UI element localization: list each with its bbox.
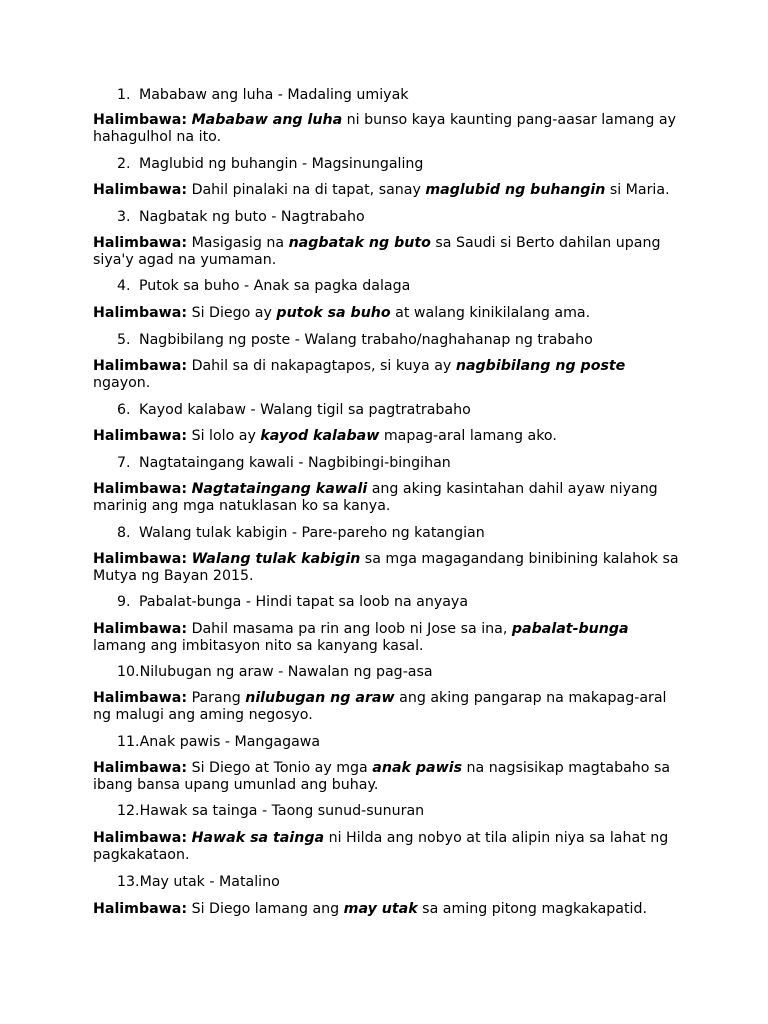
idiom-text: kayod kalabaw xyxy=(260,428,380,444)
example-paragraph: Halimbawa: Si Diego lamang ang may utak sa aming pitong magkakapatid. xyxy=(93,901,647,917)
list-item xyxy=(117,402,471,419)
idiom-text: Nagtataingang kawali xyxy=(191,481,368,497)
idiom-text: maglubid ng buhangin xyxy=(425,182,606,198)
item-text: Mababaw ang luha - Madaling umiyak xyxy=(139,87,409,103)
example-label: Halimbawa: xyxy=(93,621,188,637)
example-label: Halimbawa: xyxy=(93,901,188,917)
example-label: Halimbawa: xyxy=(93,760,188,776)
idiom-text: nagbibilang ng poste xyxy=(455,358,626,374)
example-paragraph: Halimbawa: Si lolo ay kayod kalabaw mapag-aral lamang ako. xyxy=(93,428,557,444)
example-paragraph: Halimbawa: Si Diego ay putok sa buho at walang kinikilalang ama. xyxy=(93,305,591,321)
example-paragraph: Halimbawa: Masigasig na nagbatak ng buto sa Saudi si Berto dahilan upang siya'y agad na yumaman. xyxy=(93,235,661,268)
list-item xyxy=(117,664,433,681)
list-item xyxy=(117,594,468,611)
example-label: Halimbawa: xyxy=(93,235,188,251)
list-item xyxy=(117,156,423,173)
example-paragraph: Halimbawa: Hawak sa tainga ni Hilda ang nobyo at tila alipin niya sa lahat ng pagkakataon. xyxy=(93,830,669,863)
item-number: 3. xyxy=(117,209,131,225)
example-label: Halimbawa: xyxy=(93,830,188,846)
idiom-text: Mababaw ang luha xyxy=(191,112,343,128)
list-item xyxy=(117,803,424,820)
list-item xyxy=(117,525,485,542)
idiom-text: Hawak sa tainga xyxy=(191,830,325,846)
idiom-text: anak pawis xyxy=(372,760,463,776)
example-paragraph: Halimbawa: Dahil pinalaki na di tapat, sanay maglubid ng buhangin si Maria. xyxy=(93,182,670,198)
example-paragraph: Halimbawa: Si Diego at Tonio ay mga anak pawis na nagsisikap magtabaho sa ibang bansa upang umunlad ang buhay. xyxy=(93,760,671,793)
item-number: 7. xyxy=(117,455,131,471)
idiom-text: nagbatak ng buto xyxy=(288,235,431,251)
example-label: Halimbawa: xyxy=(93,305,188,321)
item-number: 5. xyxy=(117,332,131,348)
item-number: 1. xyxy=(117,87,131,103)
item-text: Kayod kalabaw - Walang tigil sa pagtratrabaho xyxy=(139,402,471,418)
example-paragraph: Halimbawa: Mababaw ang luha ni bunso kaya kaunting pang-aasar lamang ay hahagulhol na ito. xyxy=(93,112,676,145)
item-number: 11. xyxy=(117,734,140,750)
item-text: Anak pawis - Mangagawa xyxy=(139,734,321,750)
list-item xyxy=(117,332,593,349)
idiom-text: nilubugan ng araw xyxy=(245,690,395,706)
example-label: Halimbawa: xyxy=(93,112,188,128)
item-text: Nilubugan ng araw - Nawalan ng pag-asa xyxy=(139,664,433,680)
example-label: Halimbawa: xyxy=(93,481,188,497)
item-text: Pabalat-bunga - Hindi tapat sa loob na anyaya xyxy=(139,594,469,610)
idiom-text: Walang tulak kabigin xyxy=(191,551,361,567)
item-number: 12. xyxy=(117,803,140,819)
idiom-text: may utak xyxy=(343,901,418,917)
list-item xyxy=(117,87,409,104)
example-label: Halimbawa: xyxy=(93,690,188,706)
idiom-text: pabalat-bunga xyxy=(511,621,629,637)
item-number: 8. xyxy=(117,525,131,541)
item-text: May utak - Matalino xyxy=(139,874,280,890)
idiom-text: putok sa buho xyxy=(276,305,391,321)
example-label: Halimbawa: xyxy=(93,358,188,374)
item-text: Maglubid ng buhangin - Magsinungaling xyxy=(139,156,424,172)
list-item xyxy=(117,455,451,472)
item-text: Walang tulak kabigin - Pare-pareho ng katangian xyxy=(139,525,485,541)
list-item xyxy=(117,278,410,295)
example-paragraph: Halimbawa: Parang nilubugan ng araw ang aking pangarap na makapag-aral ng malugi ang aming negosyo. xyxy=(93,690,667,723)
example-paragraph: Halimbawa: Walang tulak kabigin sa mga magagandang binibining kalahok sa Mutya ng Bayan 2015. xyxy=(93,551,679,584)
item-text: Nagbatak ng buto - Nagtrabaho xyxy=(139,209,365,225)
item-number: 2. xyxy=(117,156,131,172)
item-number: 6. xyxy=(117,402,131,418)
item-text: Nagtataingang kawali - Nagbibingi-bingihan xyxy=(139,455,451,471)
item-number: 10. xyxy=(117,664,140,680)
example-label: Halimbawa: xyxy=(93,428,188,444)
list-item xyxy=(117,734,320,751)
item-number: 9. xyxy=(117,594,131,610)
item-number: 13. xyxy=(117,874,140,890)
list-item xyxy=(117,874,280,891)
list-item xyxy=(117,209,365,226)
example-paragraph: Halimbawa: Dahil sa di nakapagtapos, si kuya ay nagbibilang ng poste ngayon. xyxy=(93,358,626,391)
item-text: Nagbibilang ng poste - Walang trabaho/naghahanap ng trabaho xyxy=(139,332,593,348)
item-text: Hawak sa tainga - Taong sunud-sunuran xyxy=(139,803,425,819)
example-label: Halimbawa: xyxy=(93,182,188,198)
example-paragraph: Halimbawa: Nagtataingang kawali ang aking kasintahan dahil ayaw niyang marinig ang mga natuklasan ko sa kanya. xyxy=(93,481,658,514)
example-paragraph: Halimbawa: Dahil masama pa rin ang loob ni Jose sa ina, pabalat-bunga lamang ang imbitasyon nito sa kanyang kasal. xyxy=(93,621,629,654)
example-label: Halimbawa: xyxy=(93,551,188,567)
item-number: 4. xyxy=(117,278,131,294)
item-text: Putok sa buho - Anak sa pagka dalaga xyxy=(139,278,411,294)
